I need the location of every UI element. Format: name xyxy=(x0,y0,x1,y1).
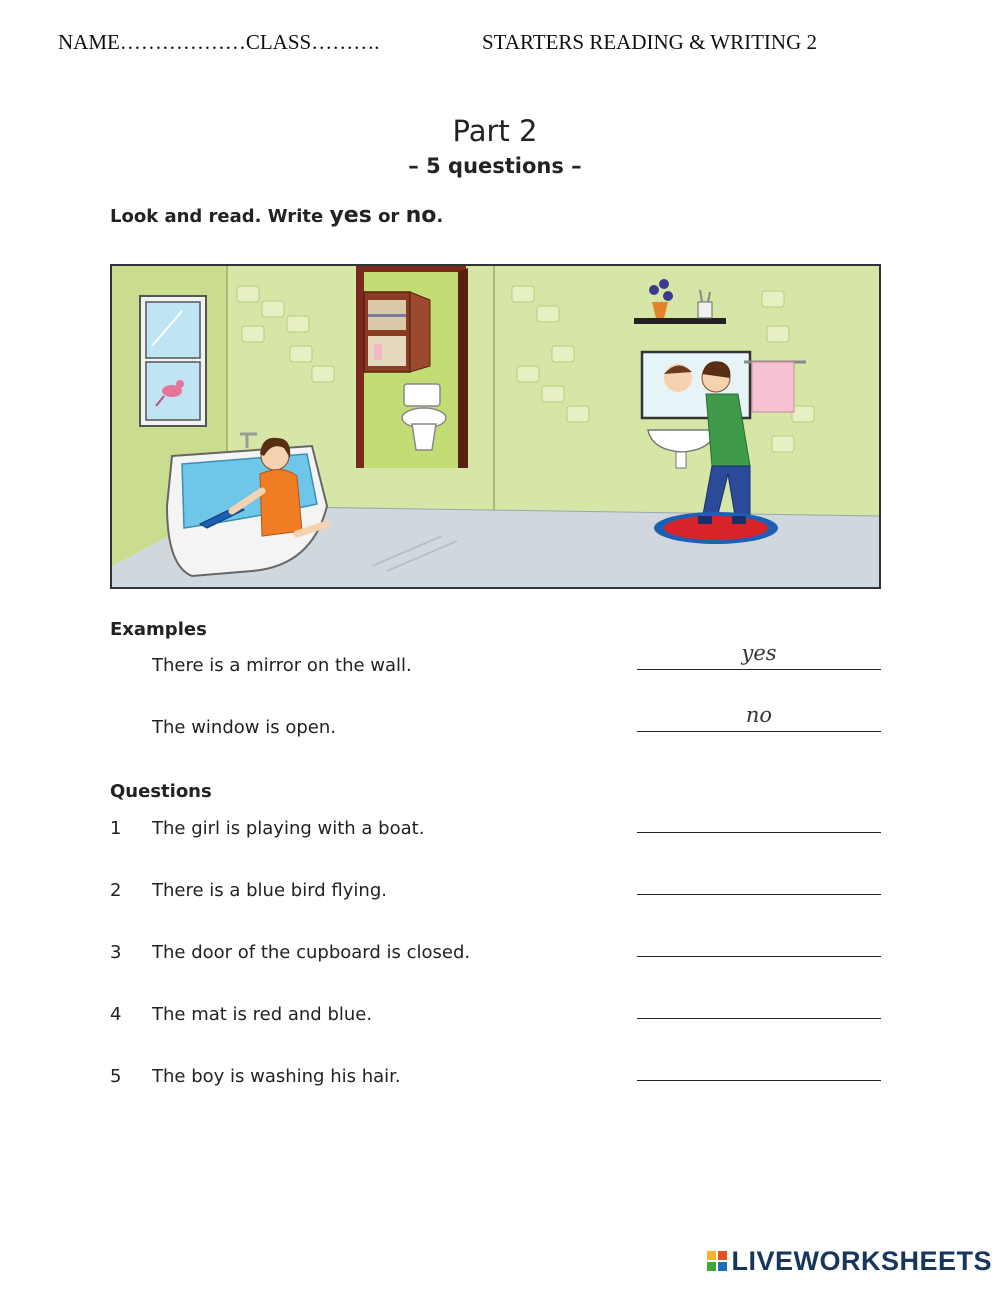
window xyxy=(140,296,206,426)
question-row-2 xyxy=(110,880,881,910)
part-subtitle: – 5 questions – xyxy=(408,154,582,178)
question-4-text: The mat is red and blue. xyxy=(152,1004,373,1025)
example-2-text: The window is open. xyxy=(152,717,336,738)
instruction-no: no xyxy=(405,203,437,228)
examples-heading: Examples xyxy=(110,619,207,640)
question-2-answer-line[interactable] xyxy=(637,894,881,895)
question-1-number: 1 xyxy=(110,818,122,839)
questions-heading: Questions xyxy=(110,781,212,802)
name-class-field: NAME………………CLASS………. xyxy=(58,30,380,54)
instruction-yes: yes xyxy=(329,203,372,228)
question-row-5 xyxy=(110,1066,881,1096)
series-title: STARTERS READING & WRITING 2 xyxy=(482,30,817,54)
example-row-2 xyxy=(110,703,881,747)
question-1-text: The girl is playing with a boat. xyxy=(152,818,425,839)
instruction-suffix: . xyxy=(436,206,444,227)
example-row-1 xyxy=(110,641,881,685)
instruction xyxy=(110,203,443,228)
question-3-number: 3 xyxy=(110,942,122,963)
question-4-answer-line[interactable] xyxy=(637,1018,881,1019)
part-title: Part 2 xyxy=(452,114,538,148)
instruction-or: or xyxy=(371,206,406,227)
example-2-answer: no xyxy=(745,703,773,727)
example-2-answer-line xyxy=(637,731,881,732)
logo-cubes-icon xyxy=(707,1251,727,1271)
question-2-text: There is a blue bird flying. xyxy=(152,880,387,901)
question-row-1 xyxy=(110,818,881,848)
doorway xyxy=(356,266,468,468)
example-1-answer: yes xyxy=(741,641,777,665)
question-5-number: 5 xyxy=(110,1066,122,1087)
bathroom-picture xyxy=(110,264,881,589)
instruction-prefix: Look and read. Write xyxy=(110,206,330,227)
question-row-3 xyxy=(110,942,881,972)
question-row-4 xyxy=(110,1004,881,1034)
example-1-text: There is a mirror on the wall. xyxy=(152,655,412,676)
question-2-number: 2 xyxy=(110,880,122,901)
question-3-text: The door of the cupboard is closed. xyxy=(152,942,471,963)
question-1-answer-line[interactable] xyxy=(637,832,881,833)
question-4-number: 4 xyxy=(110,1004,122,1025)
example-1-answer-line xyxy=(637,669,881,670)
question-3-answer-line[interactable] xyxy=(637,956,881,957)
question-5-answer-line[interactable] xyxy=(637,1080,881,1081)
liveworksheets-logo xyxy=(707,1245,992,1277)
logo-text: LIVEWORKSHEETS xyxy=(731,1245,992,1276)
question-5-text: The boy is washing his hair. xyxy=(152,1066,401,1087)
